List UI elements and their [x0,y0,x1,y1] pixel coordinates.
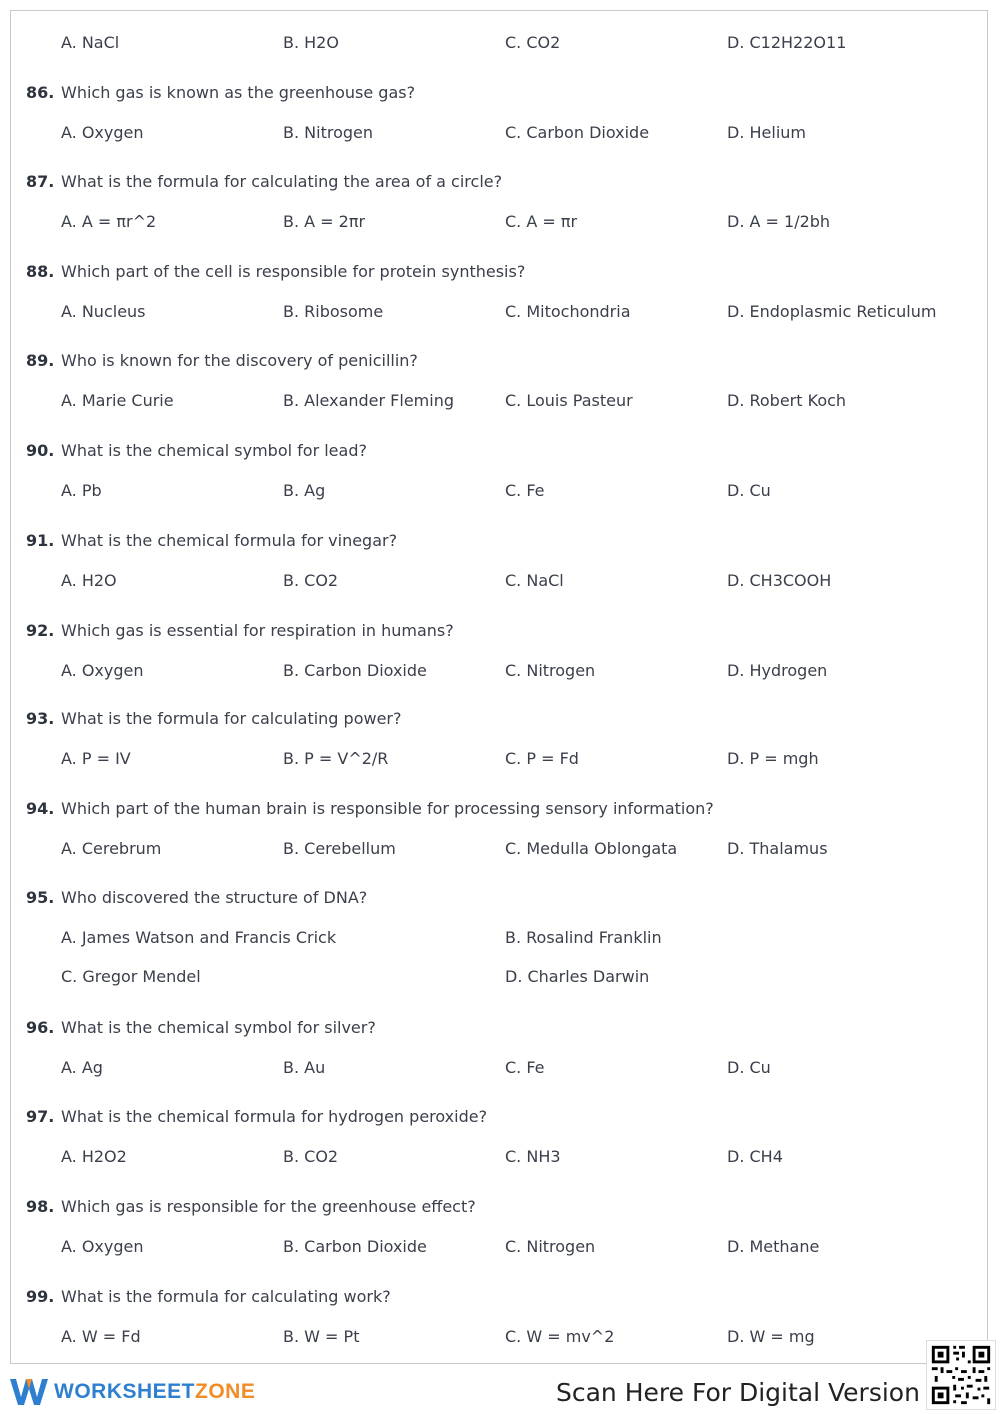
option-b: B. H2O [283,33,339,52]
option-b: B. P = V^2/R [283,749,389,768]
question-96 [11,1018,989,1082]
question-98 [11,1197,989,1261]
option-a: A. W = Fd [61,1327,141,1346]
option-d: D. Cu [727,481,771,500]
option-c: C. NH3 [505,1147,561,1166]
option-a: A. Ag [61,1058,103,1077]
question-97 [11,1107,989,1171]
option-c: C. Nitrogen [505,1237,596,1256]
question-text: Which part of the human brain is responsible for processing sensory information? [61,799,714,818]
question-number: 94. [26,799,55,818]
option-c: C. A = πr [505,212,578,231]
option-a: A. Oxygen [61,123,144,142]
option-a: A. Cerebrum [61,839,162,858]
question-number: 91. [26,531,55,550]
option-a: A. A = πr^2 [61,212,157,231]
option-a: A. Marie Curie [61,391,174,410]
question-number: 96. [26,1018,55,1037]
option-c: C. Nitrogen [505,661,596,680]
previous-question-options [11,33,989,57]
option-d: D. P = mgh [727,749,819,768]
question-99 [11,1287,989,1351]
option-a: A. H2O [61,571,117,590]
question-text: Which gas is responsible for the greenhouse effect? [61,1197,476,1216]
option-c: C. Carbon Dioxide [505,123,650,142]
question-number: 99. [26,1287,55,1306]
option-d: D. Robert Koch [727,391,847,410]
option-b: B. CO2 [283,1147,339,1166]
option-d: D. Methane [727,1237,820,1256]
option-c: C. CO2 [505,33,561,52]
option-a: A. P = IV [61,749,131,768]
question-text: What is the chemical formula for vinegar? [61,531,398,550]
question-number: 98. [26,1197,55,1216]
option-c: C. W = mv^2 [505,1327,615,1346]
question-text: What is the chemical symbol for lead? [61,441,367,460]
option-b: B. Rosalind Franklin [505,928,662,947]
question-89 [11,351,989,415]
question-94 [11,799,989,863]
option-d: D. A = 1/2bh [727,212,831,231]
question-number: 86. [26,83,55,102]
question-number: 88. [26,262,55,281]
option-d: D. Endoplasmic Reticulum [727,302,937,321]
option-a: A. NaCl [61,33,120,52]
option-c: C. Fe [505,1058,545,1077]
question-95 [11,888,989,991]
option-b: B. Ribosome [283,302,384,321]
option-a: A. James Watson and Francis Crick [61,928,337,947]
question-86 [11,83,989,147]
question-text: Who is known for the discovery of penicillin? [61,351,418,370]
option-a: A. H2O2 [61,1147,127,1166]
question-number: 93. [26,709,55,728]
question-text: What is the formula for calculating work? [61,1287,391,1306]
option-d: D. C12H22O11 [727,33,847,52]
option-b: B. Carbon Dioxide [283,1237,427,1256]
worksheetzone-logo[interactable] [8,1374,255,1410]
logo-text-zone: ZONE [195,1380,256,1403]
option-c: C. Mitochondria [505,302,631,321]
option-d: D. Helium [727,123,806,142]
scan-caption: Scan Here For Digital Version [556,1378,920,1407]
question-text: Which gas is known as the greenhouse gas? [61,83,416,102]
option-d: D. Hydrogen [727,661,828,680]
option-a: A. Nucleus [61,302,146,321]
option-b: B. Nitrogen [283,123,373,142]
worksheet-page [10,10,988,1364]
option-b: B. Cerebellum [283,839,396,858]
question-90 [11,441,989,505]
question-87 [11,172,989,236]
option-d: D. CH3COOH [727,571,832,590]
option-d: D. Thalamus [727,839,828,858]
option-c: C. Fe [505,481,545,500]
option-c: C. P = Fd [505,749,579,768]
question-number: 95. [26,888,55,907]
question-text: What is the formula for calculating the area of a circle? [61,172,503,191]
question-88 [11,262,989,326]
option-d: D. Cu [727,1058,771,1077]
question-text: Who discovered the structure of DNA? [61,888,368,907]
option-b: B. Ag [283,481,326,500]
option-a: A. Pb [61,481,102,500]
question-text: What is the chemical symbol for silver? [61,1018,376,1037]
option-b: B. Carbon Dioxide [283,661,427,680]
question-text: What is the chemical formula for hydrogen peroxide? [61,1107,488,1126]
option-d: D. W = mg [727,1327,815,1346]
question-number: 87. [26,172,55,191]
option-b: B. W = Pt [283,1327,360,1346]
option-b: B. Alexander Fleming [283,391,454,410]
question-93 [11,709,989,773]
option-d: D. CH4 [727,1147,783,1166]
question-92 [11,621,989,685]
option-d: D. Charles Darwin [505,967,650,986]
question-number: 97. [26,1107,55,1126]
option-c: C. Gregor Mendel [61,967,201,986]
question-text: What is the formula for calculating power? [61,709,402,728]
w-logo-icon [8,1375,50,1409]
question-number: 90. [26,441,55,460]
question-text: Which part of the cell is responsible for protein synthesis? [61,262,526,281]
question-91 [11,531,989,595]
option-a: A. Oxygen [61,1237,144,1256]
option-b: B. A = 2πr [283,212,366,231]
question-number: 89. [26,351,55,370]
option-c: C. Medulla Oblongata [505,839,678,858]
option-b: B. Au [283,1058,326,1077]
option-a: A. Oxygen [61,661,144,680]
option-b: B. CO2 [283,571,339,590]
option-c: C. Louis Pasteur [505,391,633,410]
logo-text-worksheet: WORKSHEET [54,1380,195,1403]
question-number: 92. [26,621,55,640]
option-c: C. NaCl [505,571,564,590]
qr-code-icon[interactable] [926,1340,996,1410]
question-text: Which gas is essential for respiration in humans? [61,621,454,640]
page-footer [0,1366,1000,1414]
